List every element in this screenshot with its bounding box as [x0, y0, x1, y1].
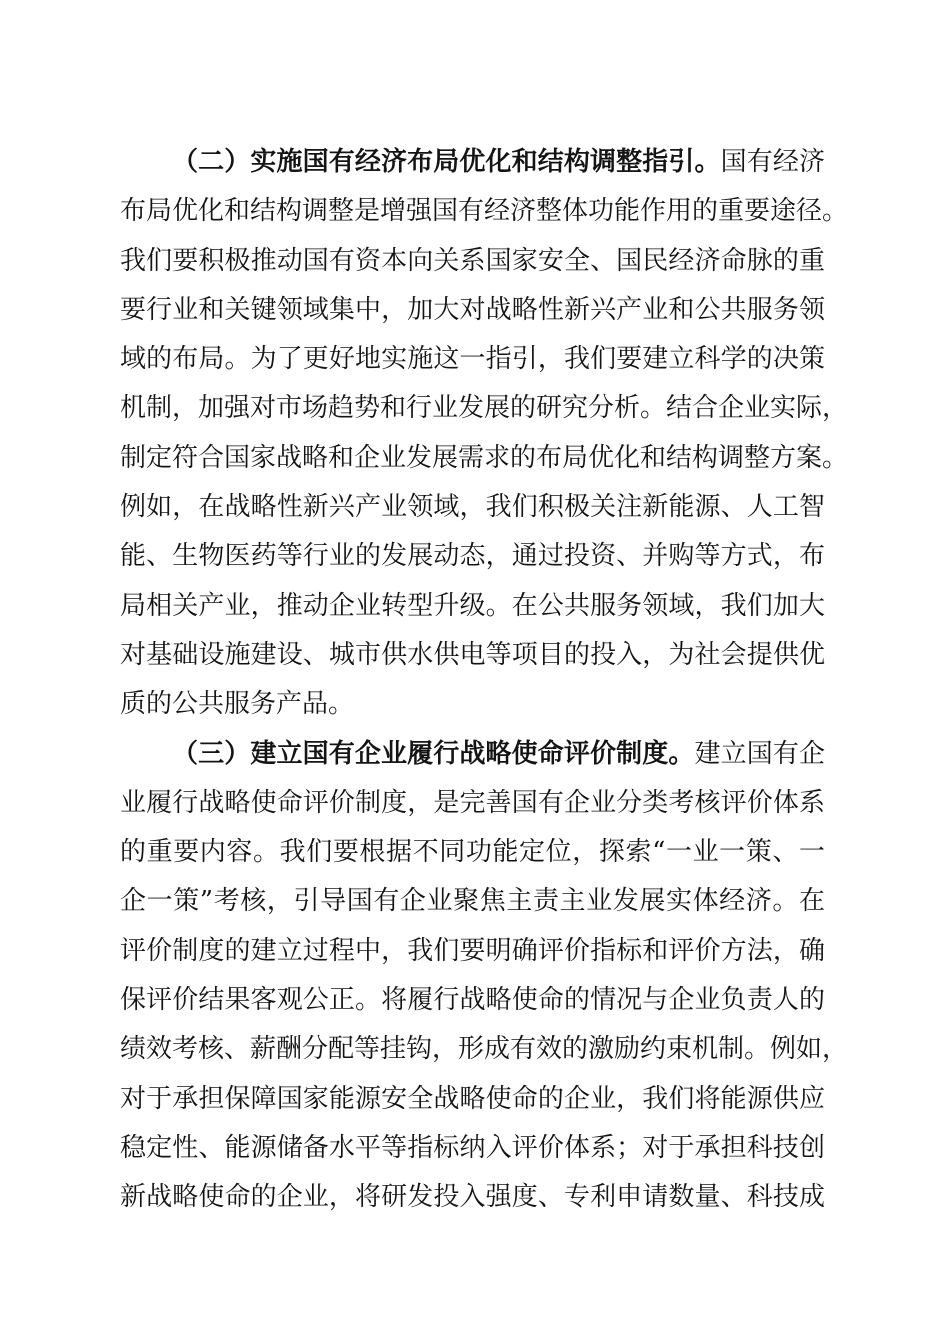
text-line: 保评价结果客观公正。将履行战略使命的情况与企业负责人的	[120, 985, 825, 1016]
text-line: 布局优化和结构调整是增强国有经济整体功能作用的重要途径。	[120, 196, 849, 227]
text-line: 我们要积极推动国有资本向关系国家安全、国民经济命脉的重	[120, 245, 825, 276]
text-line: 绩效考核、薪酬分配等挂钩，形成有效的激励约束机制。例如，	[120, 1034, 849, 1065]
text-line: 的重要内容。我们要根据不同功能定位，探索“一业一策、一	[120, 837, 825, 868]
section-heading: （三）建立国有企业履行战略使命评价制度。	[172, 738, 695, 769]
text-line: 对基础设施建设、城市供水供电等项目的投入，为社会提供优	[120, 639, 825, 670]
text-line: 制定符合国家战略和企业发展需求的布局优化和结构调整方案。	[120, 442, 849, 473]
paragraph-first-line	[120, 138, 825, 187]
text-line: 机制，加强对市场趋势和行业发展的研究分析。结合企业实际，	[120, 393, 849, 424]
text-line: 评价制度的建立过程中，我们要明确评价指标和评价方法，确	[120, 935, 825, 966]
text-line: 企一策”考核，引导国有企业聚焦主责主业发展实体经济。在	[120, 886, 825, 917]
text-line: 域的布局。为了更好地实施这一指引，我们要建立科学的决策	[120, 344, 825, 375]
text-line: 能、生物医药等行业的发展动态，通过投资、并购等方式，布	[120, 541, 825, 572]
text-line: 国有经济	[720, 147, 825, 177]
paragraph-evaluation-system	[120, 730, 849, 1223]
text-line: 要行业和关键领域集中，加大对战略性新兴产业和公共服务领	[120, 294, 825, 325]
text-line: 局相关产业，推动企业转型升级。在公共服务领域，我们加大	[120, 590, 825, 621]
body-text	[120, 138, 849, 1223]
section-heading: （二）实施国有经济布局优化和结构调整指引。	[172, 147, 721, 177]
text-line: 建立国有企	[694, 738, 825, 769]
text-line: 质的公共服务产品。	[120, 689, 355, 720]
text-line: 对于承担保障国家能源安全战略使命的企业，我们将能源供应	[120, 1083, 825, 1114]
text-line: 稳定性、能源储备水平等指标纳入评价体系；对于承担科技创	[120, 1132, 825, 1163]
paragraph-layout-optimization	[120, 138, 849, 730]
paragraph-first-line	[120, 730, 825, 779]
text-line: 例如，在战略性新兴产业领域，我们积极关注新能源、人工智	[120, 492, 825, 523]
text-line: 新战略使命的企业，将研发投入强度、专利申请数量、科技成	[120, 1182, 825, 1213]
text-line: 业履行战略使命评价制度，是完善国有企业分类考核评价体系	[120, 787, 825, 818]
